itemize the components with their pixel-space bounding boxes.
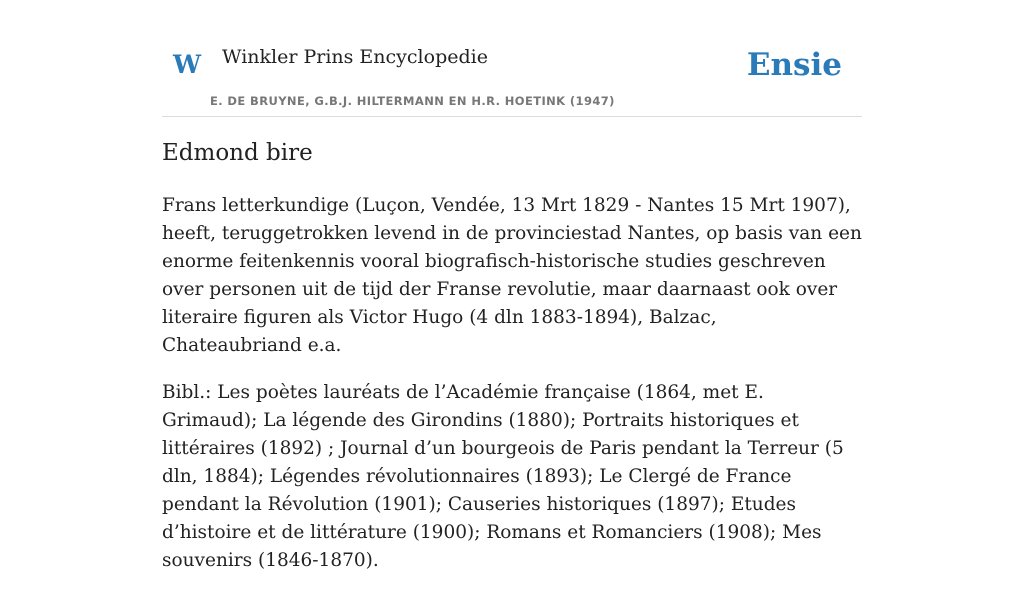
ensie-logo-link[interactable]: Ensie: [746, 47, 842, 83]
article-title: Edmond bire: [162, 140, 313, 166]
source-header: [162, 0, 862, 117]
article-bibliography: Bibl.: Les poètes lauréats de l’Académie française (1864, met E. Grimaud); La légende des Girondins (1880); Portraits historiques et littéraires (1892) ; Journal d’un bourgeois de Paris pendant la Terreur (5 dln, 1884); Légendes révolutionnaires (1893); Le Clergé de France pendant la Révolution (1901); Causeries historiques (1897); Etudes d’histoire et de littérature (1900); Romans et Romanciers (1908); Mes souvenirs (1846-1870).: [162, 382, 844, 571]
source-logo-icon[interactable]: W: [173, 50, 202, 79]
source-authors: E. DE BRUYNE, G.B.J. HILTERMANN EN H.R. HOETINK (1947): [210, 94, 615, 108]
source-title-link[interactable]: Winkler Prins Encyclopedie: [222, 46, 488, 68]
article-page: [162, 0, 862, 571]
article-body: [162, 192, 862, 594]
article-paragraph: Frans letterkundige (Luçon, Vendée, 13 Mrt 1829 - Nantes 15 Mrt 1907), heeft, teruggetrokken levend in de provinciestad Nantes, op basis van een enorme feitenkennis vooral biografisch-historische studies geschreven over personen uit de tijd der Franse revolutie, maar daarnaast ook over literaire figuren als Victor Hugo (4 dln 1883-1894), Balzac, Chateaubriand e.a.: [162, 195, 862, 356]
